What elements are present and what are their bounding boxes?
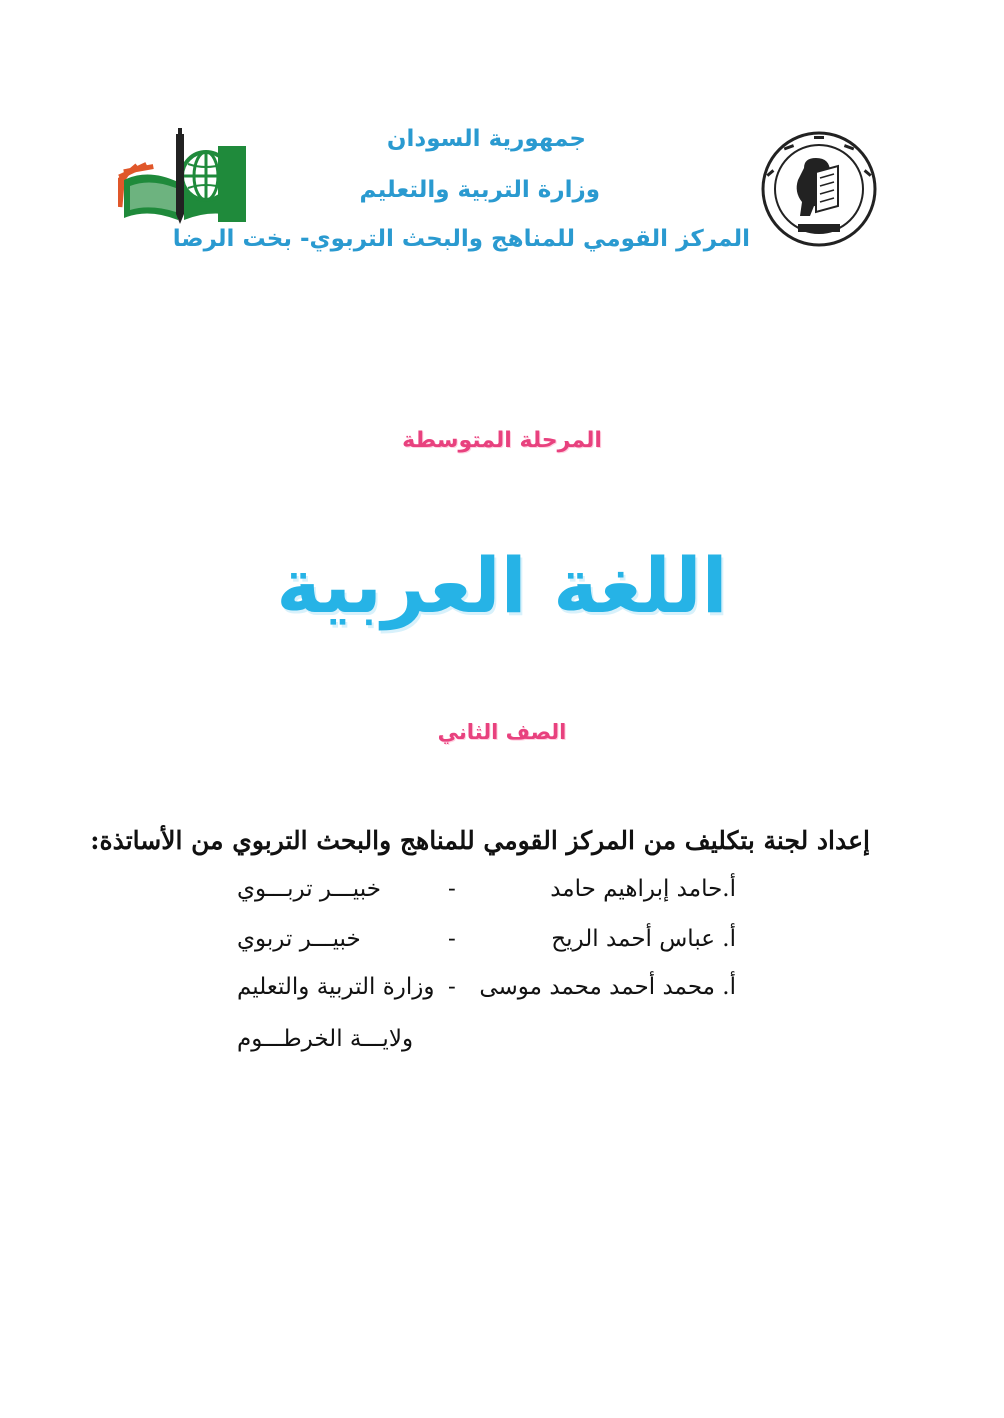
member-role: خبيـــر تربوي [237,926,361,952]
member-role: وزارة التربية والتعليم [237,974,435,1000]
member-separator: - [448,876,456,902]
grade-label: الصف الثاني [437,720,567,744]
member-role: خبيـــر تربـــوي [237,876,381,902]
education-stage [0,428,1004,453]
member-separator: - [448,974,456,1000]
member-name: أ. محمد أحمد محمد موسى [479,974,736,1000]
book-title: اللغة العربية [276,541,728,630]
member-role-extra: ولايـــة الخرطـــوم [237,1026,414,1052]
member-separator: - [448,926,456,952]
ministry-name: وزارة التربية والتعليم [359,177,600,203]
center-name: المركز القومي للمناهج والبحث التربوي- بخت الرضا [172,226,750,252]
member-name: أ. عباس أحمد الريح [551,926,736,952]
education-stage-label: المرحلة المتوسطة [402,428,602,453]
committee-heading: إعداد لجنة بتكليف من المركز القومي للمناهج والبحث التربوي من الأساتذة: [90,826,870,855]
ministry-emblem-icon [118,120,248,224]
country-name: جمهورية السودان [386,126,586,152]
curriculum-center-seal-icon [760,130,878,248]
member-name: أ.حامد إبراهيم حامد [550,876,736,902]
